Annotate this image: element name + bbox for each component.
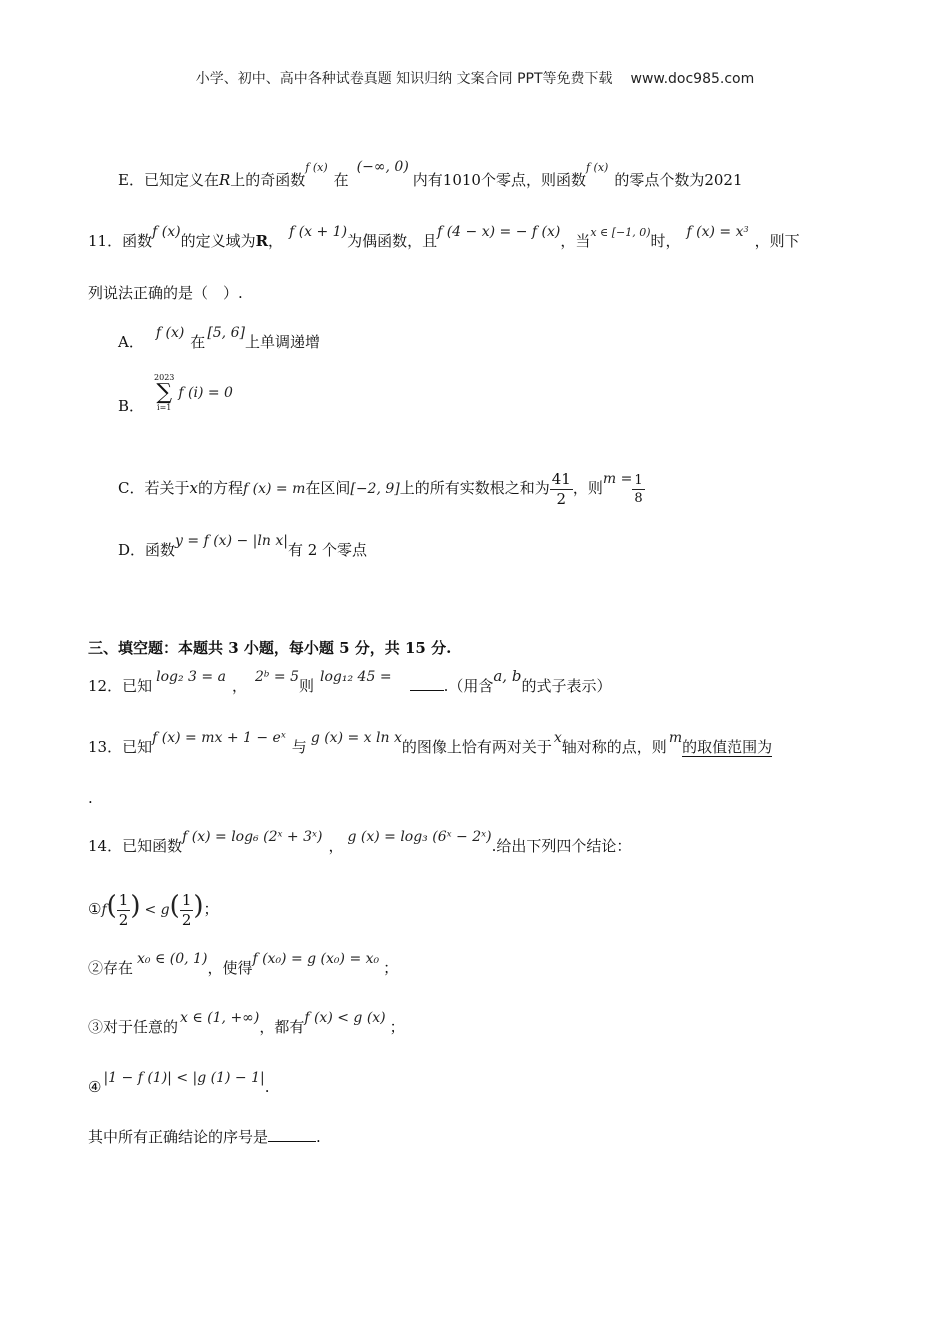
text: R xyxy=(255,232,269,250)
question-11 xyxy=(88,221,800,261)
math: log₁₂ 45 = xyxy=(320,669,392,685)
text: 已知函数 xyxy=(122,837,183,855)
text: 有 2 个零点 xyxy=(287,541,368,559)
math: f (x) xyxy=(585,161,609,174)
conclusion-1: ①f( $\frac{1}{2}$ ) < g( $\frac{1}{2}$ )； xyxy=(88,882,219,930)
header-text: 小学、初中、高中各种试卷真题 知识归纳 文案合同 PPT等免费下载 xyxy=(195,71,613,87)
text: ，当 xyxy=(560,232,591,250)
numerator: 1 xyxy=(181,890,192,909)
math: log₂ 3 = a xyxy=(156,669,226,685)
math: x ∈ [−1, 0) xyxy=(590,226,651,239)
numerator: 1 xyxy=(118,890,129,909)
numerator: 1 xyxy=(634,472,643,488)
math: f xyxy=(101,902,107,918)
math: f (x + 1) xyxy=(289,224,348,240)
math: < g xyxy=(144,902,170,918)
text: . xyxy=(264,1078,270,1096)
math: m = xyxy=(602,471,633,487)
text: 已知 xyxy=(122,738,153,756)
question-13-line2 xyxy=(88,778,93,818)
denominator: 8 xyxy=(634,490,643,506)
text: ，都有 xyxy=(259,1018,305,1036)
denominator: 2 xyxy=(556,489,567,508)
q11-option-d xyxy=(118,530,367,570)
q10-option-e xyxy=(118,160,743,200)
text: 的取值范围为 xyxy=(682,738,773,756)
text: . xyxy=(88,789,93,807)
text: 在 xyxy=(190,333,206,351)
text: ，则下 xyxy=(754,232,800,250)
math: (−∞, 0) xyxy=(356,159,409,175)
text: 上单调递增 xyxy=(244,333,320,351)
option-label: C． xyxy=(118,479,145,497)
conclusion-label: ②存在 xyxy=(88,959,134,977)
math: m xyxy=(668,730,683,746)
question-number: 13． xyxy=(88,738,123,756)
text: 上的所有实数根之和为 xyxy=(399,479,550,497)
text: 已知定义在 xyxy=(143,171,219,189)
option-label: D． xyxy=(118,541,146,559)
math: y = f (x) − |ln x| xyxy=(175,533,288,549)
answer-blank[interactable] xyxy=(410,674,444,691)
answer-blank[interactable] xyxy=(268,1125,316,1142)
math: x ∈ (1, +∞) xyxy=(180,1010,260,1026)
math: f (i) = 0 xyxy=(178,385,233,401)
question-number: 12． xyxy=(88,677,123,695)
q11-option-c xyxy=(118,466,645,510)
sum-sign: ∑ xyxy=(156,380,173,405)
math: g (x) = log₃ (6ˣ − 2ˣ) xyxy=(347,829,492,845)
text: 函数 xyxy=(122,232,153,250)
text: 其中所有正确结论的序号是 xyxy=(88,1128,269,1146)
fraction xyxy=(117,890,131,929)
text: ， xyxy=(328,837,344,855)
page-header xyxy=(0,68,950,88)
math: f (x) = x xyxy=(686,224,744,240)
question-number: 11． xyxy=(88,232,123,250)
fraction xyxy=(550,469,573,508)
text: 的式子表示） xyxy=(521,677,612,695)
math: 2ᵇ = 5 xyxy=(254,669,299,685)
math: f (4 − x) = − f (x) xyxy=(437,224,561,240)
text: ， xyxy=(268,232,284,250)
math: g (x) = x ln x xyxy=(310,730,402,746)
conclusion-label: ④ xyxy=(88,1078,102,1096)
text: . xyxy=(316,1128,321,1146)
question-12 xyxy=(88,666,611,706)
text: 若关于 xyxy=(144,479,190,497)
math: f (x₀) = g (x₀) = x₀ xyxy=(252,951,380,967)
math: x xyxy=(553,730,562,746)
text: ； xyxy=(383,959,399,977)
text: 的零点个数为2021 xyxy=(614,171,743,189)
text: 与 xyxy=(291,738,307,756)
conclusion-3 xyxy=(88,1007,405,1047)
text: ，则 xyxy=(572,479,603,497)
math: f (x) xyxy=(152,224,181,240)
math: f (x) = m xyxy=(242,481,306,497)
text: 时， xyxy=(650,232,681,250)
conclusion-label: ③对于任意的 xyxy=(88,1018,179,1036)
math: f (x) < g (x) xyxy=(304,1010,386,1026)
text: 列说法正确的是（ ）. xyxy=(88,284,243,302)
text: 的图像上恰有两对关于 xyxy=(401,738,552,756)
math: x₀ ∈ (0, 1) xyxy=(137,951,208,967)
option-label: B． xyxy=(118,397,145,415)
math: |1 − f (1)| < |g (1) − 1| xyxy=(103,1070,265,1086)
text: ； xyxy=(203,900,219,918)
text: 在 xyxy=(333,171,349,189)
conclusion-4 xyxy=(88,1067,270,1107)
question-14-final xyxy=(88,1117,321,1157)
text: .（用含 xyxy=(443,677,494,695)
math: f (x) = log₆ (2ˣ + 3ˣ) xyxy=(182,829,323,845)
text: 函数 xyxy=(145,541,176,559)
math: a, b xyxy=(493,667,522,685)
text: 内有1010个零点，则函数 xyxy=(412,171,586,189)
conclusion-2 xyxy=(88,948,398,988)
question-number: 14． xyxy=(88,837,123,855)
text: ， xyxy=(231,677,247,695)
question-11-line2 xyxy=(88,273,243,313)
math: [−2, 9] xyxy=(350,481,400,497)
text: ； xyxy=(389,1018,405,1036)
text: 的定义域为 xyxy=(180,232,256,250)
fraction xyxy=(632,474,644,505)
text: 在区间 xyxy=(305,479,351,497)
text: .给出下列四个结论： xyxy=(491,837,632,855)
option-label: A． xyxy=(118,333,144,351)
question-13 xyxy=(88,727,772,767)
q11-option-b xyxy=(118,373,233,434)
summation xyxy=(154,374,174,412)
q11-option-a xyxy=(118,322,320,362)
fraction xyxy=(180,890,194,929)
sum-upper: 2023 xyxy=(154,373,175,382)
text: 轴对称的点，则 xyxy=(561,738,667,756)
conclusion-label: ① xyxy=(88,900,102,918)
text: ，使得 xyxy=(207,959,253,977)
math: f (x) xyxy=(155,325,185,341)
option-label: E． xyxy=(118,171,144,189)
math: x xyxy=(189,479,198,497)
header-url[interactable]: www.doc985.com xyxy=(630,71,755,87)
section-heading: 三、填空题：本题共 3 小题，每小题 5 分，共 15 分. xyxy=(88,639,452,657)
math: f (x) = mx + 1 − eˣ xyxy=(152,730,286,746)
text: 上的奇函数 xyxy=(230,171,306,189)
math: R xyxy=(218,171,231,189)
numerator: 41 xyxy=(551,469,571,488)
denominator: 2 xyxy=(118,910,129,929)
math: f (x) xyxy=(305,161,328,174)
denominator: 2 xyxy=(181,910,192,929)
math: 3 xyxy=(743,225,749,234)
math: [5, 6] xyxy=(207,325,245,341)
text: 已知 xyxy=(122,677,153,695)
sum-lower: i=1 xyxy=(157,403,172,412)
text: 的方程 xyxy=(197,479,243,497)
text: 则 xyxy=(299,677,315,695)
text: 为偶函数，且 xyxy=(347,232,438,250)
question-14 xyxy=(88,826,631,866)
